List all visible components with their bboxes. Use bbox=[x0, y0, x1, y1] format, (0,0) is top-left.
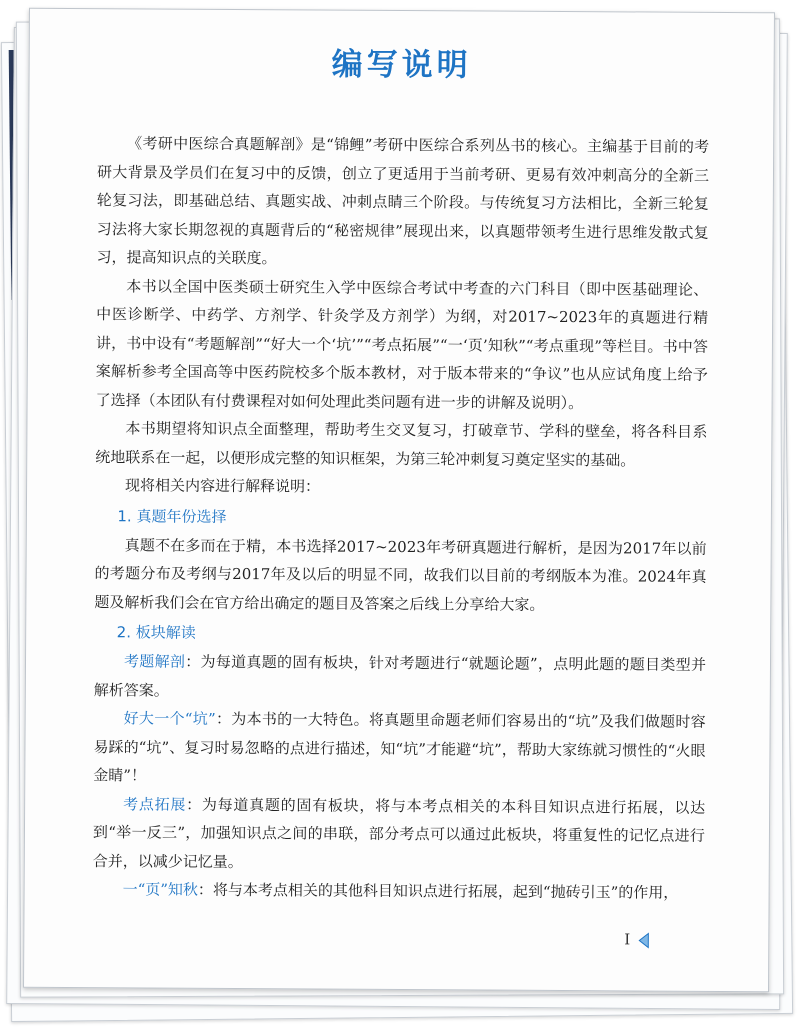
block-item bbox=[93, 704, 706, 793]
block-text: ：为本书的一大特色。将真题里命题老师们容易出的“坑”及我们做题时容易踩的“坑”、复习时易忽略的点进行描述，知“坑”才能避“坑”，帮助大家练就习惯性的“火眼金睛”！ bbox=[93, 709, 706, 785]
block-item bbox=[93, 790, 706, 879]
block-term: 一“页”知秋 bbox=[122, 880, 199, 899]
paragraph: 真题不在多而在于精，本书选择2017~2023年考研真题进行解析，是因为2017年以前的考题分布及考纲与2017年及以后的明显不同，故我们以目前的考纲版本为准。2024年真题及解析我们会在官方给出确定的题目及答案之后线上分享给大家。 bbox=[94, 535, 707, 614]
block-term: 考题解剖 bbox=[123, 652, 186, 671]
page-title: 编写说明 bbox=[331, 46, 472, 84]
paragraph: 现将相关内容进行解释说明： bbox=[125, 476, 321, 496]
document-page bbox=[23, 8, 775, 993]
section-heading: 1. 真题年份选择 bbox=[117, 506, 227, 526]
block-item bbox=[93, 875, 705, 907]
page-body bbox=[93, 129, 710, 907]
block-item bbox=[94, 647, 706, 708]
block-text: ：为每道真题的固有板块，针对考题进行“就题论题”，点明此题的题目类型并解析答案。 bbox=[93, 652, 707, 700]
page-corner-marker-icon bbox=[637, 932, 649, 948]
block-text: ：为每道真题的固有板块，将与本考点相关的本科目知识点进行拓展，以达到“举一反三”，加强知识点之间的串联，部分考点可以通过此板块，将重复性的记忆点进行合并，以减少记忆量。 bbox=[92, 795, 706, 871]
block-term: 好大一个“坑” bbox=[123, 709, 216, 728]
section-heading: 2. 板块解读 bbox=[116, 623, 196, 642]
paragraph: 《考研中医综合真题解剖》是“锦鲤”考研中医综合系列丛书的核心。主编基于目前的考研大背景及学员们在复习中的反馈，创立了更适用于当前考研、更易有效冲刺高分的全新三轮复习法，即基础总结、真题实战、冲刺点睛三个阶段。与传统复习方法相比，全新三轮复习法将大家长期忽视的真题背后的“秘密规律”展现出来，以真题带领考生进行思维发散式复习，提高知识点的关联度。 bbox=[96, 134, 710, 268]
paragraph: 本书期望将知识点全面整理，帮助考生交叉复习，打破章节、学科的壁垒，将各科目系统地联系在一起，以便形成完整的知识框架，为第三轮冲刺复习奠定坚实的基础。 bbox=[95, 419, 708, 469]
page-number: I bbox=[624, 930, 631, 949]
block-term: 考点拓展 bbox=[123, 794, 187, 814]
block-text: ：将与本考点相关的其他科目知识点进行拓展，起到“抛砖引玉”的作用， bbox=[197, 880, 679, 902]
paragraph: 本书以全国中医类硕士研究生入学中医综合考试中考查的六门科目（即中医基础理论、中医诊断学、中药学、方剂学、针灸学及方剂学）为纲，对2017~2023年的真题进行精讲，书中设有“考题解剖”“好大一个‘坑’”“考点拓展”“一‘页’知秋”“考点重现”等栏目。书中答案解析参考全国高等中医药院校多个版本教材，对于版本带来的“争议”也从应试角度上给予了选择（本团队有付费课程对如何处理此类问题有进一步的讲解及说明）。 bbox=[95, 276, 709, 412]
